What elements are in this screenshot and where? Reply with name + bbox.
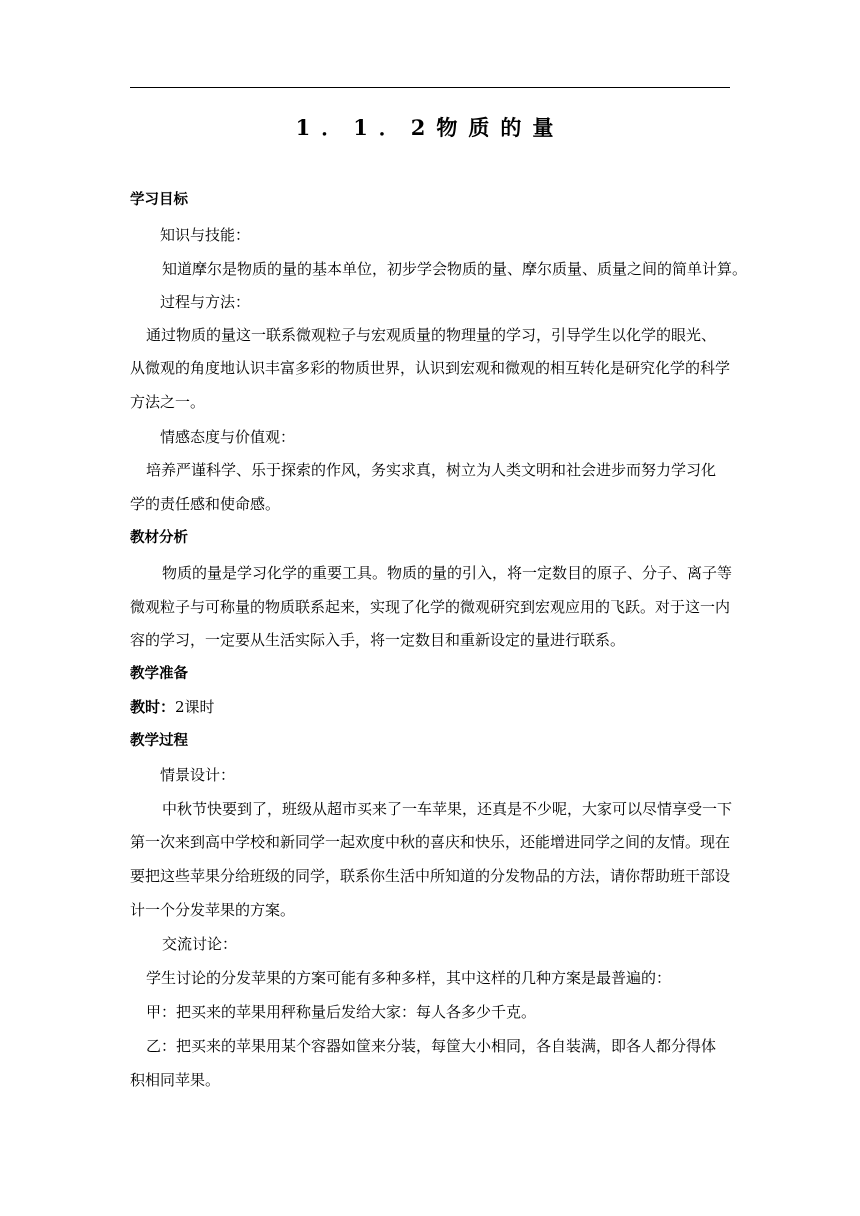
option-a: 甲：把买来的苹果用秤称量后发给大家：每人各多少千克。	[146, 1003, 537, 1021]
knowledge-label: 知识与技能：	[160, 226, 251, 244]
knowledge-text: 知道摩尔是物质的量的基本单位，初步学会物质的量、摩尔质量、质量之间的简单计算。	[162, 260, 748, 278]
analysis-text-line: 物质的量是学习化学的重要工具。物质的量的引入，将一定数目的原子、分子、离子等	[162, 564, 733, 582]
objectives-heading: 学习目标	[130, 192, 188, 208]
class-hours	[130, 697, 215, 717]
scene-text-line: 第一次来到高中学校和新同学一起欢度中秋的喜庆和快乐，还能增进同学之间的友情。现在	[130, 833, 731, 851]
preparation-heading: 教学准备	[130, 666, 188, 682]
process-text-line: 从微观的角度地认识丰富多彩的物质世界，认识到宏观和微观的相互转化是研究化学的科学	[130, 359, 731, 377]
analysis-heading: 教材分析	[130, 530, 188, 546]
scene-label: 情景设计：	[160, 766, 236, 784]
option-b-line: 积相同苹果。	[130, 1071, 221, 1089]
scene-text-line: 计一个分发苹果的方案。	[130, 901, 296, 919]
class-hours-label: 教时：	[130, 698, 176, 716]
discussion-label: 交流讨论：	[162, 935, 238, 953]
class-hours-value: 2课时	[175, 698, 215, 716]
discussion-text: 学生讨论的分发苹果的方案可能有多种多样，其中这样的几种方案是最普遍的：	[146, 969, 672, 987]
emotion-text-line: 学的责任感和使命感。	[130, 495, 281, 513]
page-title: 1．1．2物质的量	[295, 115, 565, 140]
header-rule	[130, 87, 730, 88]
teaching-process-heading: 教学过程	[130, 733, 188, 749]
emotion-text-line: 培养严谨科学、乐于探索的作风，务实求真，树立为人类文明和社会进步而努力学习化	[146, 461, 717, 479]
process-text-line: 方法之一。	[130, 393, 206, 411]
scene-text-line: 中秋节快要到了，班级从超市买来了一车苹果，还真是不少呢，大家可以尽情享受一下	[162, 800, 733, 818]
option-b-line: 乙：把买来的苹果用某个容器如筐来分装，每筐大小相同，各自装满，即各人都分得体	[146, 1037, 717, 1055]
scene-text-line: 要把这些苹果分给班级的同学，联系你生活中所知道的分发物品的方法，请你帮助班干部设	[130, 867, 731, 885]
emotion-label: 情感态度与价值观：	[160, 428, 296, 446]
process-text-line: 通过物质的量这一联系微观粒子与宏观质量的物理量的学习，引导学生以化学的眼光、	[146, 326, 717, 344]
analysis-text-line: 容的学习，一定要从生活实际入手，将一定数目和重新设定的量进行联系。	[130, 631, 626, 649]
analysis-text-line: 微观粒子与可称量的物质联系起来，实现了化学的微观研究到宏观应用的飞跃。对于这一内	[130, 598, 731, 616]
process-label: 过程与方法：	[160, 293, 251, 311]
